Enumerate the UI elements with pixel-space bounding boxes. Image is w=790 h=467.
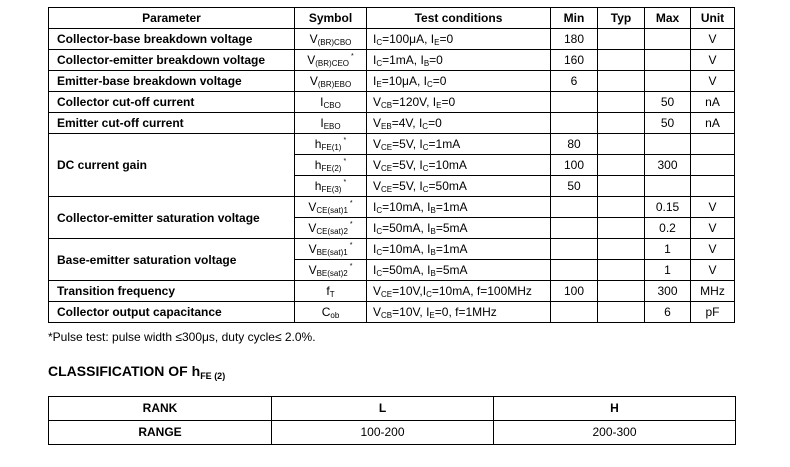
typ-cell	[598, 281, 645, 302]
min-cell	[551, 218, 598, 239]
table-row	[49, 50, 735, 71]
max-cell: 1	[645, 239, 691, 260]
condition-value: =10mA	[428, 158, 467, 172]
pulse-test-note: *Pulse test: pulse width ≤300μs, duty cycle≤ 2.0%.	[48, 330, 316, 344]
header-symbol: Symbol	[295, 8, 367, 29]
parameter-cell: Collector output capacitance	[49, 302, 295, 323]
condition-subscript: B	[430, 248, 436, 257]
rank-h: H	[494, 397, 736, 421]
symbol-subscript: (BR)EBO	[317, 80, 352, 89]
condition-value: =0	[441, 95, 456, 109]
table-row	[49, 197, 735, 218]
condition-subscript: CB	[381, 101, 393, 110]
test-condition-cell	[367, 260, 551, 281]
condition-value: =10mA,	[382, 200, 428, 214]
unit-cell: V	[691, 71, 735, 92]
symbol-main: V	[308, 221, 317, 235]
unit-cell: nA	[691, 113, 735, 134]
condition-subscript: CB	[381, 311, 393, 320]
header-unit: Unit	[691, 8, 735, 29]
typ-cell	[598, 50, 645, 71]
condition-subscript: C	[422, 164, 429, 173]
test-condition-cell	[367, 218, 551, 239]
symbol-cell	[295, 155, 367, 176]
condition-subscript: E	[376, 80, 382, 89]
condition-value: =50mA,	[382, 221, 428, 235]
max-cell: 300	[645, 281, 691, 302]
min-cell	[551, 239, 598, 260]
symbol-main: V	[309, 74, 318, 88]
typ-cell	[598, 134, 645, 155]
condition-value: =5V,	[392, 158, 420, 172]
range-h: 200-300	[494, 421, 736, 445]
condition-variable: I	[420, 53, 424, 67]
condition-value: =50mA	[428, 179, 467, 193]
condition-variable: I	[427, 242, 431, 256]
condition-value: =4V,	[391, 116, 419, 130]
condition-value: =1mA	[435, 200, 468, 214]
condition-subscript: C	[376, 59, 383, 68]
condition-subscript: CE	[381, 185, 393, 194]
max-cell: 50	[645, 92, 691, 113]
table-row	[49, 239, 735, 260]
test-condition-cell	[367, 302, 551, 323]
electrical-characteristics-table	[48, 7, 735, 323]
condition-variable: I	[426, 305, 430, 319]
min-cell	[551, 113, 598, 134]
condition-variable: I	[422, 284, 427, 298]
condition-value: =50mA,	[382, 263, 428, 277]
condition-subscript: C	[422, 143, 429, 152]
test-condition-cell	[367, 113, 551, 134]
test-condition-cell	[367, 239, 551, 260]
condition-subscript: CE	[381, 164, 393, 173]
symbol-main: I	[320, 116, 324, 130]
condition-variable: I	[427, 221, 431, 235]
condition-variable: I	[373, 263, 377, 277]
max-cell: 50	[645, 113, 691, 134]
condition-subscript: C	[426, 290, 432, 299]
classification-title-text: CLASSIFICATION OF h	[48, 363, 201, 379]
condition-value: =10μA,	[381, 74, 424, 88]
condition-value: =0	[432, 74, 447, 88]
condition-variable: I	[419, 137, 423, 151]
symbol-subscript: (BR)CBO	[317, 38, 352, 47]
symbol-main: C	[321, 305, 331, 319]
pulse-test-marker: *	[343, 137, 347, 144]
min-cell: 160	[551, 50, 598, 71]
test-condition-cell	[367, 134, 551, 155]
unit-cell	[691, 134, 735, 155]
table-row	[49, 92, 735, 113]
table-row	[49, 113, 735, 134]
symbol-cell	[295, 92, 367, 113]
pulse-test-marker: *	[343, 158, 347, 165]
header-min: Min	[551, 8, 598, 29]
typ-cell	[598, 260, 645, 281]
min-cell: 50	[551, 176, 598, 197]
parameter-cell: Base-emitter saturation voltage	[49, 239, 295, 281]
symbol-subscript: FE(3)	[321, 185, 342, 194]
condition-value: =0	[429, 53, 443, 67]
condition-variable: I	[373, 242, 377, 256]
pulse-test-marker: *	[349, 263, 353, 270]
condition-value: =0, f=1MHz	[434, 305, 497, 319]
min-cell: 80	[551, 134, 598, 155]
max-cell	[645, 29, 691, 50]
condition-value: =1mA	[428, 137, 461, 151]
test-condition-cell	[367, 281, 551, 302]
condition-subscript: EB	[381, 122, 392, 131]
range-row	[49, 421, 736, 445]
symbol-subscript: CBO	[323, 101, 341, 110]
symbol-main: V	[308, 263, 317, 277]
header-typ: Typ	[598, 8, 645, 29]
max-cell: 300	[645, 155, 691, 176]
condition-subscript: E	[436, 101, 442, 110]
condition-variable: V	[373, 137, 382, 151]
symbol-subscript: CE(sat)1	[316, 206, 348, 215]
pulse-test-marker: *	[349, 242, 353, 249]
unit-cell: V	[691, 260, 735, 281]
condition-value: =5mA	[435, 221, 468, 235]
condition-value: =5V,	[392, 179, 420, 193]
header-max: Max	[645, 8, 691, 29]
pulse-test-marker: *	[351, 53, 354, 60]
unit-cell: pF	[691, 302, 735, 323]
condition-variable: V	[373, 284, 382, 298]
range-label: RANGE	[49, 421, 272, 445]
table-row	[49, 281, 735, 302]
condition-value: =120V,	[392, 95, 433, 109]
unit-cell: V	[691, 239, 735, 260]
condition-variable: I	[430, 32, 435, 46]
condition-variable: I	[419, 158, 423, 172]
symbol-subscript: BE(sat)1	[316, 248, 348, 257]
typ-cell	[598, 176, 645, 197]
table-header-row	[49, 8, 735, 29]
max-cell: 6	[645, 302, 691, 323]
condition-subscript: B	[430, 227, 436, 236]
symbol-subscript: T	[329, 290, 335, 299]
test-condition-cell	[367, 155, 551, 176]
min-cell	[551, 197, 598, 218]
condition-subscript: CE	[381, 290, 393, 299]
pulse-test-marker: *	[349, 200, 353, 207]
condition-subscript: E	[434, 38, 440, 47]
parameter-cell: Collector-emitter breakdown voltage	[49, 50, 295, 71]
parameter-cell: Collector cut-off current	[49, 92, 295, 113]
symbol-subscript: FE(2)	[321, 164, 342, 173]
condition-subscript: B	[423, 59, 430, 68]
max-cell	[645, 50, 691, 71]
typ-cell	[598, 71, 645, 92]
header-parameter: Parameter	[49, 8, 295, 29]
max-cell	[645, 134, 691, 155]
condition-variable: I	[427, 200, 431, 214]
typ-cell	[598, 155, 645, 176]
header-test-conditions: Test conditions	[367, 8, 551, 29]
min-cell	[551, 302, 598, 323]
table-row	[49, 302, 735, 323]
symbol-subscript: EBO	[323, 122, 341, 131]
condition-subscript: C	[376, 206, 383, 215]
min-cell: 100	[551, 155, 598, 176]
unit-cell	[691, 155, 735, 176]
parameter-cell: Emitter-base breakdown voltage	[49, 71, 295, 92]
symbol-subscript: ob	[330, 311, 340, 320]
condition-value: =10mA,	[382, 242, 428, 256]
symbol-main: I	[320, 95, 324, 109]
unit-cell: MHz	[691, 281, 735, 302]
condition-subscript: C	[422, 185, 429, 194]
condition-variable: I	[373, 221, 377, 235]
typ-cell	[598, 113, 645, 134]
typ-cell	[598, 29, 645, 50]
condition-variable: I	[432, 95, 437, 109]
test-condition-cell	[367, 92, 551, 113]
condition-subscript: C	[376, 248, 383, 257]
condition-subscript: C	[376, 227, 383, 236]
classification-title-subscript: FE (2)	[200, 371, 226, 381]
condition-value: =10V,	[392, 284, 423, 298]
unit-cell: V	[691, 50, 735, 71]
symbol-main: V	[308, 242, 317, 256]
condition-subscript: CE	[381, 143, 393, 152]
max-cell	[645, 176, 691, 197]
condition-subscript: C	[422, 122, 429, 131]
max-cell: 1	[645, 260, 691, 281]
symbol-cell	[295, 134, 367, 155]
condition-variable: V	[373, 158, 382, 172]
condition-value: =10V,	[392, 305, 427, 319]
test-condition-cell	[367, 71, 551, 92]
typ-cell	[598, 218, 645, 239]
condition-variable: I	[418, 116, 423, 130]
symbol-cell	[295, 239, 367, 260]
min-cell: 6	[551, 71, 598, 92]
condition-variable: I	[419, 179, 423, 193]
unit-cell: V	[691, 197, 735, 218]
parameter-cell: Collector-base breakdown voltage	[49, 29, 295, 50]
test-condition-cell	[367, 176, 551, 197]
condition-variable: I	[373, 74, 377, 88]
condition-variable: V	[373, 305, 382, 319]
condition-subscript: E	[429, 311, 435, 320]
symbol-cell	[295, 176, 367, 197]
parameter-cell: Transition frequency	[49, 281, 295, 302]
symbol-cell	[295, 281, 367, 302]
symbol-subscript: BE(sat)2	[316, 269, 348, 278]
condition-value: =10mA, f=100MHz	[431, 284, 532, 298]
condition-value: =0	[428, 116, 442, 130]
condition-value: =100μA,	[382, 32, 431, 46]
parameter-cell: Collector-emitter saturation voltage	[49, 197, 295, 239]
min-cell	[551, 92, 598, 113]
symbol-cell	[295, 197, 367, 218]
table-row	[49, 134, 735, 155]
symbol-main: V	[307, 53, 316, 67]
symbol-cell	[295, 302, 367, 323]
max-cell: 0.2	[645, 218, 691, 239]
symbol-cell	[295, 260, 367, 281]
max-cell	[645, 71, 691, 92]
typ-cell	[598, 92, 645, 113]
unit-cell: nA	[691, 92, 735, 113]
symbol-main: f	[326, 284, 330, 298]
unit-cell: V	[691, 29, 735, 50]
table-row	[49, 71, 735, 92]
parameter-cell: Emitter cut-off current	[49, 113, 295, 134]
max-cell: 0.15	[645, 197, 691, 218]
min-cell: 100	[551, 281, 598, 302]
test-condition-cell	[367, 50, 551, 71]
classification-table	[48, 396, 736, 445]
condition-value: =1mA	[435, 242, 468, 256]
range-l: 100-200	[272, 421, 494, 445]
min-cell: 180	[551, 29, 598, 50]
symbol-cell	[295, 113, 367, 134]
condition-value: =5V,	[392, 137, 420, 151]
condition-value: =5mA	[435, 263, 468, 277]
typ-cell	[598, 239, 645, 260]
pulse-test-marker: *	[349, 221, 353, 228]
symbol-main: h	[314, 137, 322, 151]
condition-subscript: C	[376, 269, 383, 278]
parameter-cell: DC current gain	[49, 134, 295, 197]
min-cell	[551, 260, 598, 281]
condition-subscript: B	[430, 269, 436, 278]
test-condition-cell	[367, 29, 551, 50]
condition-variable: I	[373, 53, 377, 67]
symbol-cell	[295, 50, 367, 71]
condition-variable: V	[373, 179, 382, 193]
symbol-main: h	[314, 179, 322, 193]
symbol-main: h	[314, 158, 322, 172]
classification-title	[48, 363, 225, 379]
typ-cell	[598, 302, 645, 323]
symbol-main: V	[309, 32, 318, 46]
condition-variable: I	[423, 74, 427, 88]
unit-cell	[691, 176, 735, 197]
pulse-test-marker: *	[343, 179, 347, 186]
condition-subscript: C	[426, 80, 433, 89]
symbol-cell	[295, 29, 367, 50]
symbol-subscript: FE(1)	[321, 143, 342, 152]
condition-subscript: C	[376, 38, 383, 47]
condition-value: =0	[439, 32, 454, 46]
test-condition-cell	[367, 197, 551, 218]
symbol-main: V	[308, 200, 317, 214]
condition-variable: I	[427, 263, 431, 277]
typ-cell	[598, 197, 645, 218]
table-row	[49, 29, 735, 50]
condition-variable: I	[373, 200, 377, 214]
condition-subscript: B	[430, 206, 436, 215]
symbol-cell	[295, 218, 367, 239]
condition-variable: I	[373, 32, 377, 46]
symbol-subscript: CE(sat)2	[316, 227, 348, 236]
rank-l: L	[272, 397, 494, 421]
condition-variable: V	[373, 95, 382, 109]
rank-label: RANK	[49, 397, 272, 421]
rank-row	[49, 397, 736, 421]
condition-value: =1mA,	[382, 53, 421, 67]
unit-cell: V	[691, 218, 735, 239]
symbol-subscript: (BR)CEO	[315, 59, 350, 68]
condition-variable: V	[373, 116, 382, 130]
symbol-cell	[295, 71, 367, 92]
